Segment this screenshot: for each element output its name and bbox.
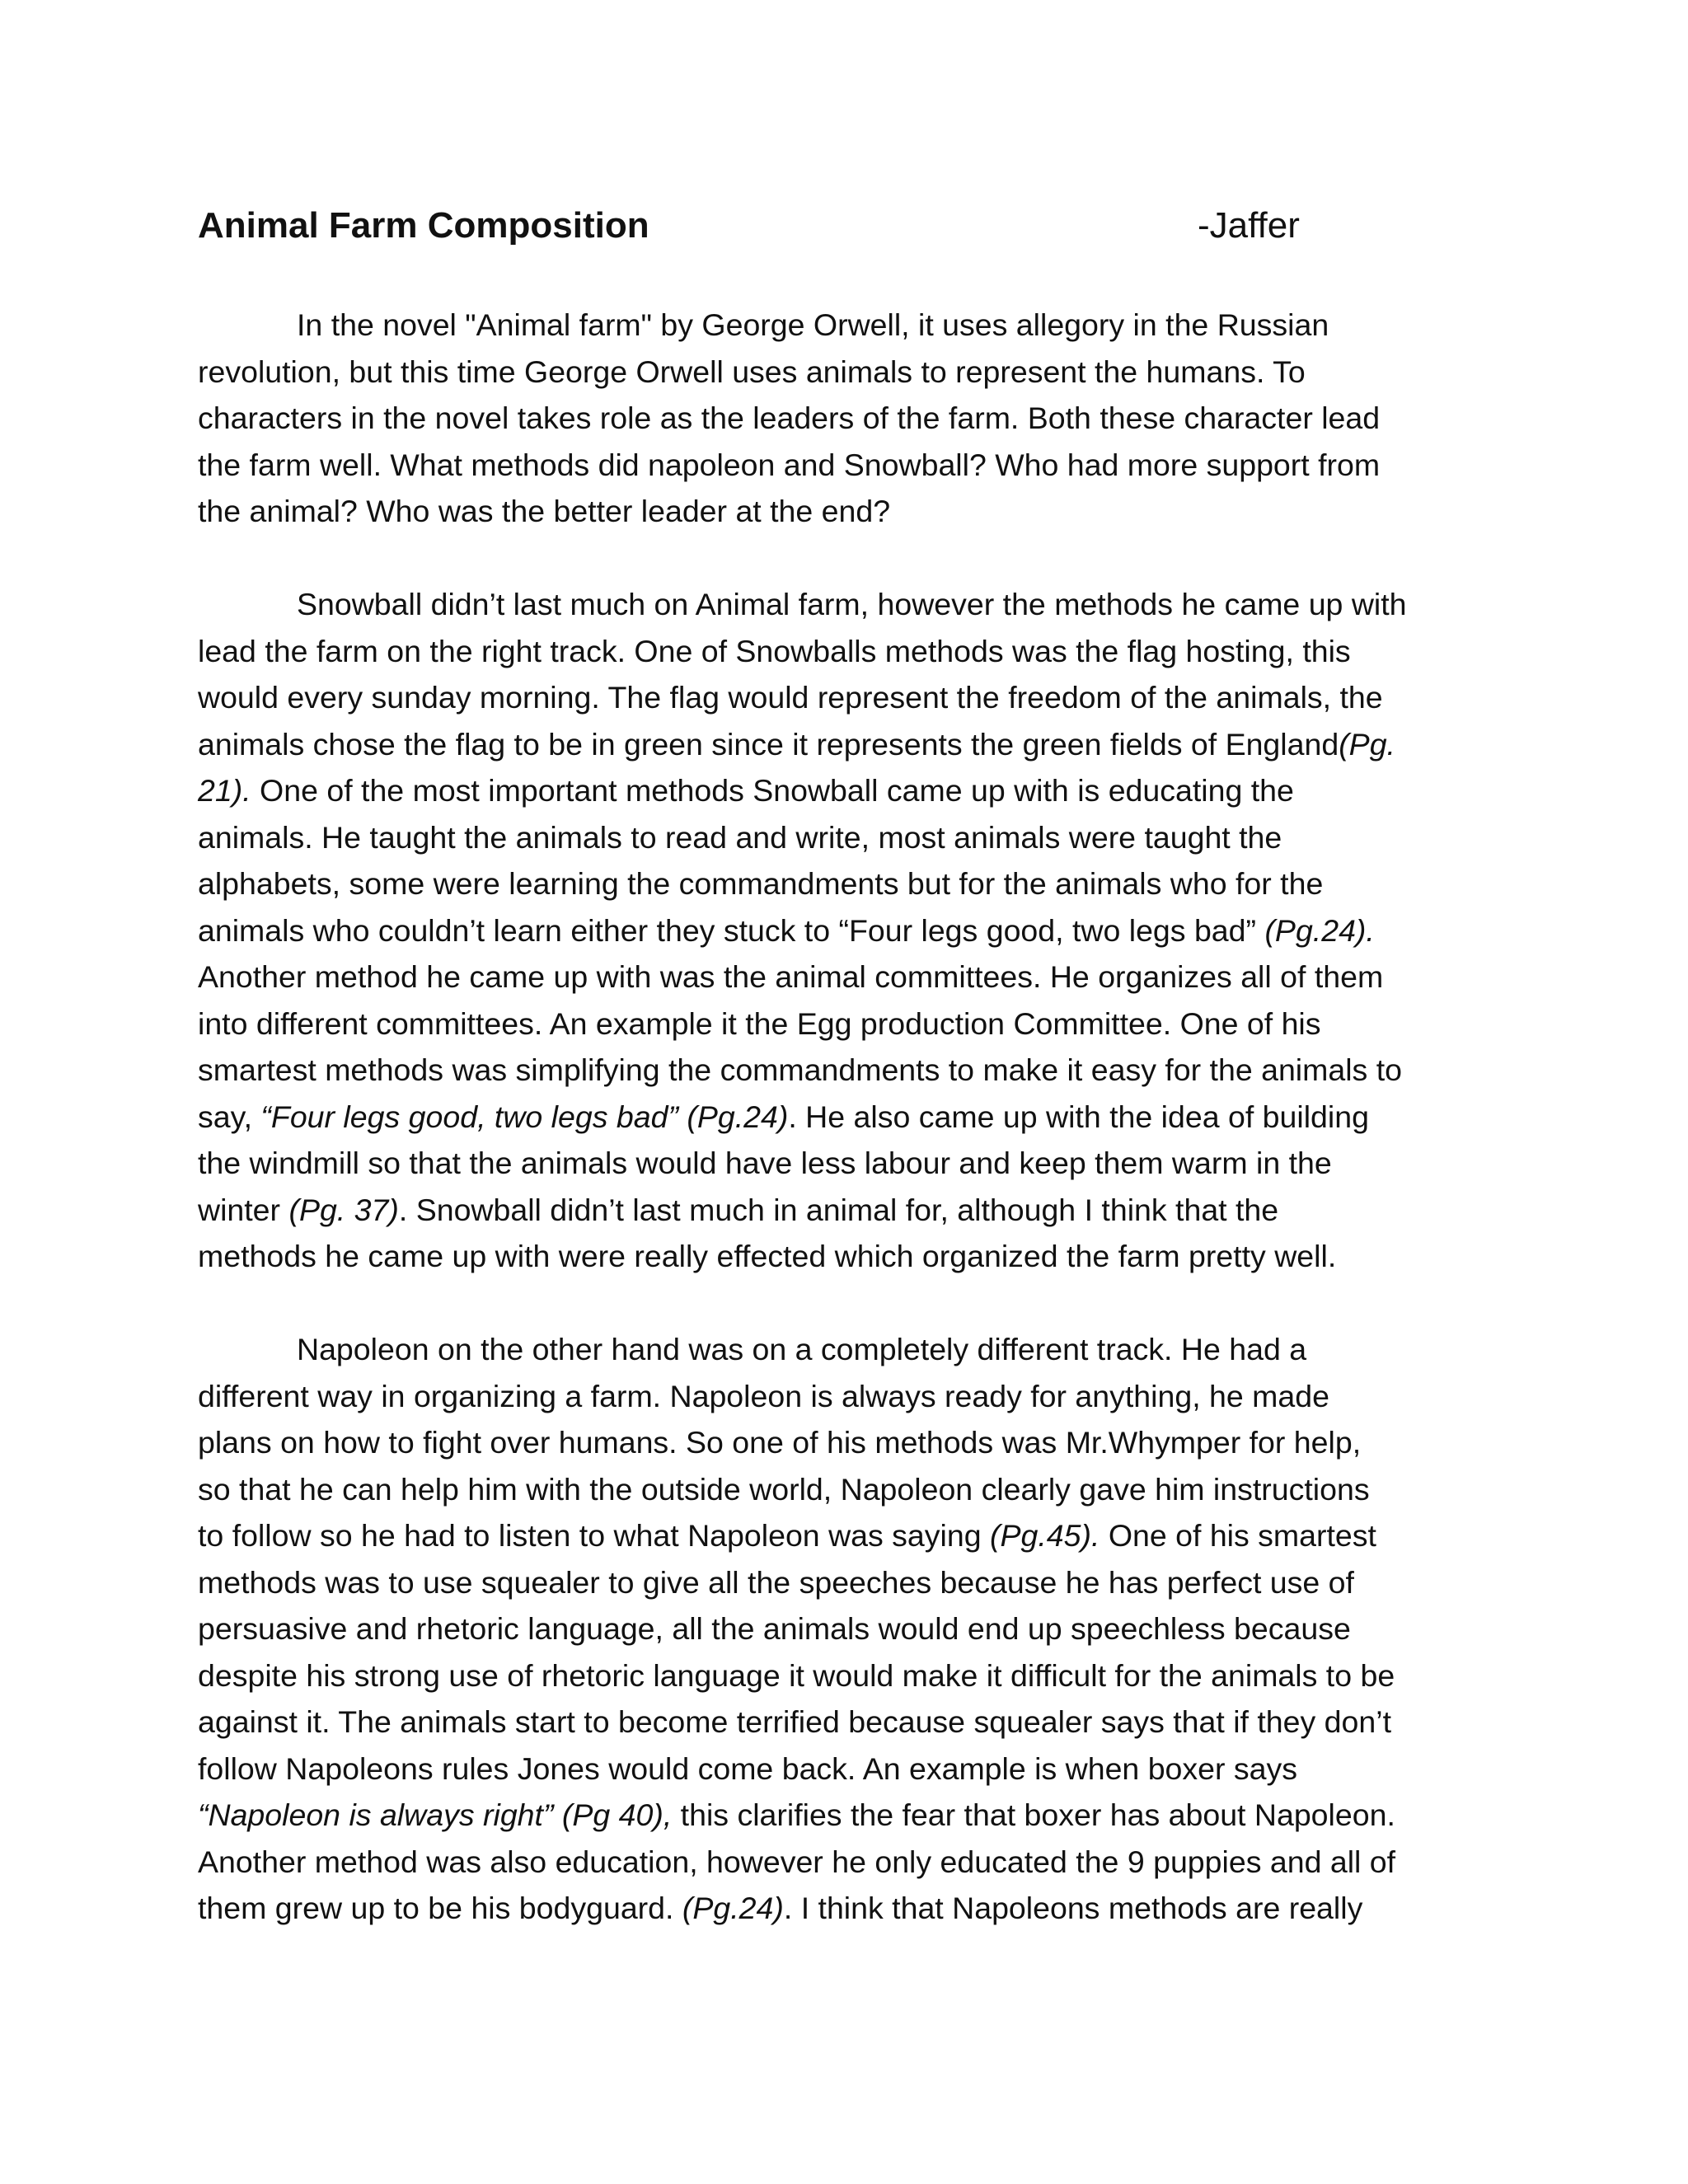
body-text: . Snowball didn’t last much in animal for, although I think that the: [398, 1192, 1279, 1227]
text-line: [198, 721, 1492, 768]
citation-text: (Pg. 37): [288, 1192, 399, 1227]
document-author: -Jaffer: [1198, 205, 1300, 246]
text-line: [198, 581, 1492, 628]
citation-text: (Pg.24): [682, 1891, 784, 1925]
body-text: revolution, but this time George Orwell uses animals to represent the humans. To: [198, 354, 1306, 389]
citation-text: 21).: [198, 773, 251, 808]
body-text: . I think that Napoleons methods are really: [783, 1891, 1363, 1925]
body-text: plans on how to fight over humans. So one of his methods was Mr.Whymper for help,: [198, 1425, 1362, 1460]
text-line: [198, 860, 1492, 907]
body-text: smartest methods was simplifying the commandments to make it easy for the animals to: [198, 1052, 1402, 1087]
body-text: Another method was also education, however he only educated the 9 puppies and all of: [198, 1844, 1396, 1879]
citation-text: (Pg.45).: [990, 1518, 1100, 1553]
body-text: One of his smartest: [1100, 1518, 1376, 1553]
body-text: Another method he came up with was the animal committees. He organizes all of them: [198, 959, 1384, 994]
text-line: [198, 1512, 1492, 1559]
text-line: [198, 1419, 1492, 1466]
text-line: [198, 1140, 1492, 1187]
text-line: [198, 1326, 1492, 1373]
body-text: follow Napoleons rules Jones would come back. An example is when boxer says: [198, 1750, 1298, 1786]
body-text: lead the farm on the right track. One of Snowballs methods was the flag hosting, this: [198, 633, 1351, 668]
text-line: [198, 1094, 1492, 1141]
body-text: would every sunday morning. The flag would represent the freedom of the animals, the: [198, 680, 1383, 715]
body-text: this clarifies the fear that boxer has about Napoleon.: [672, 1797, 1395, 1832]
body-text: to follow so he had to listen to what Napoleon was saying: [198, 1518, 990, 1553]
text-line: [198, 1047, 1492, 1094]
text-line: [198, 1746, 1492, 1793]
text-line: [198, 395, 1492, 442]
text-line: [198, 1839, 1492, 1886]
text-line: [198, 814, 1492, 861]
text-line: [198, 1001, 1492, 1047]
text-line: [198, 488, 1492, 535]
body-text: animals who couldn’t learn either they stuck to “Four legs good, two legs bad”: [198, 912, 1265, 948]
text-line: [198, 302, 1492, 349]
text-line: [198, 442, 1492, 489]
document-header: [198, 201, 1319, 251]
body-text: persuasive and rhetoric language, all the animals would end up speechless because: [198, 1611, 1351, 1646]
body-text: One of the most important methods Snowball came up with is educating the: [251, 773, 1294, 808]
text-line: [198, 767, 1492, 814]
body-text: In the novel "Animal farm" by George Orwell, it uses allegory in the Russian: [297, 307, 1329, 342]
body-text: into different committees. An example it the Egg production Committee. One of his: [198, 1005, 1321, 1041]
body-text: characters in the novel takes role as the leaders of the farm. Both these character lead: [198, 401, 1381, 435]
text-line: [198, 1373, 1492, 1420]
body-text: animals. He taught the animals to read and write, most animals were taught the: [198, 819, 1282, 855]
citation-text: “Four legs good, two legs bad” (Pg.24): [260, 1099, 789, 1134]
body-text: Snowball didn’t last much on Animal farm, however the methods he came up with: [297, 587, 1407, 621]
body-text: the windmill so that the animals would have less labour and keep them warm in the: [198, 1146, 1332, 1180]
document-title: Animal Farm Composition: [198, 205, 649, 246]
text-line: [198, 1466, 1492, 1513]
document-body: [198, 302, 1492, 1978]
body-text: the animal? Who was the better leader at the end?: [198, 494, 891, 528]
text-line: [198, 1233, 1492, 1280]
text-line: [198, 1885, 1492, 1932]
body-text: animals chose the flag to be in green since it represents the green fields of England: [198, 726, 1339, 762]
body-text: methods was to use squealer to give all the speeches because he has perfect use of: [198, 1564, 1354, 1600]
body-text: Napoleon on the other hand was on a completely different track. He had a: [297, 1332, 1307, 1366]
text-line: [198, 1652, 1492, 1699]
text-line: [198, 1187, 1492, 1234]
text-line: [198, 674, 1492, 721]
paragraph-3: [198, 1326, 1492, 1932]
body-text: winter: [198, 1192, 289, 1227]
paragraph-1: [198, 302, 1492, 535]
text-line: [198, 349, 1492, 396]
text-line: [198, 954, 1492, 1001]
body-text: so that he can help him with the outside world, Napoleon clearly gave him instructions: [198, 1471, 1370, 1507]
body-text: different way in organizing a farm. Napoleon is always ready for anything, he made: [198, 1378, 1329, 1413]
text-line: [198, 1792, 1492, 1839]
body-text: against it. The animals start to become terrified because squealer says that if they don’t: [198, 1704, 1391, 1739]
body-text: despite his strong use of rhetoric language it would make it difficult for the animals to be: [198, 1657, 1395, 1693]
paragraph-2: [198, 581, 1492, 1280]
body-text: alphabets, some were learning the commandments but for the animals who for the: [198, 866, 1324, 901]
citation-text: “Napoleon is always right” (Pg 40),: [198, 1797, 673, 1832]
body-text: them grew up to be his bodyguard.: [198, 1891, 682, 1925]
body-text: say,: [198, 1099, 261, 1134]
text-line: [198, 1559, 1492, 1606]
body-text: the farm well. What methods did napoleon and Snowball? Who had more support from: [198, 447, 1381, 482]
text-line: [198, 1605, 1492, 1652]
text-line: [198, 907, 1492, 954]
body-text: methods he came up with were really effected which organized the farm pretty well.: [198, 1239, 1337, 1273]
text-line: [198, 1699, 1492, 1746]
body-text: . He also came up with the idea of building: [788, 1099, 1369, 1134]
text-line: [198, 628, 1492, 675]
citation-text: (Pg.24).: [1264, 912, 1375, 948]
citation-text: (Pg.: [1339, 726, 1395, 762]
